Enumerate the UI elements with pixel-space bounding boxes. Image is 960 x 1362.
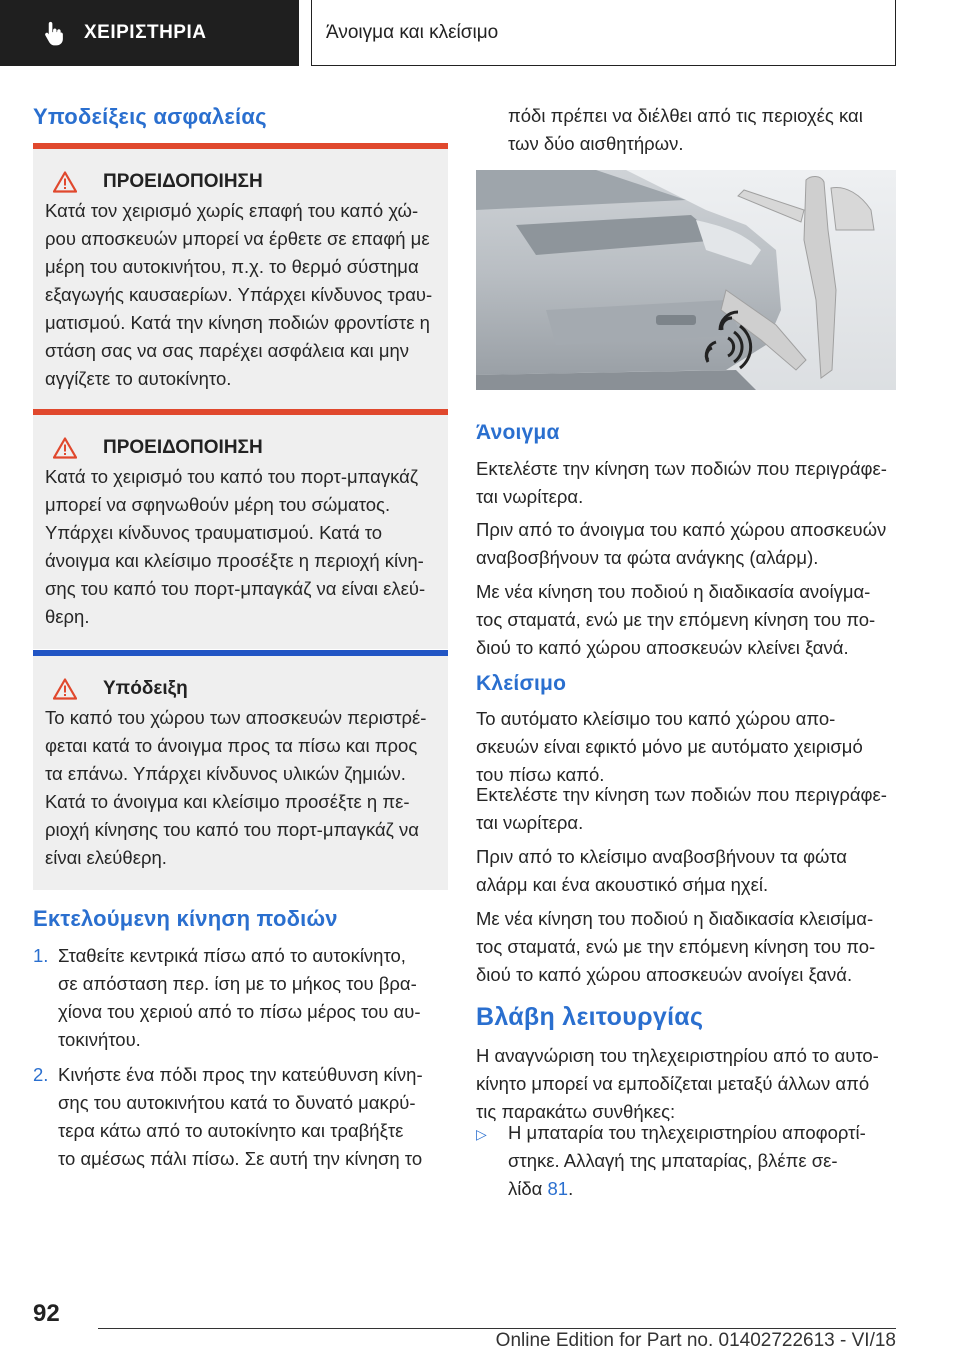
page-reference-link[interactable]: 81 xyxy=(547,1178,569,1199)
warning-triangle-icon xyxy=(53,437,77,459)
list-item: 2. Κινήστε ένα πόδι προς την κατεύθυνση κίνη- σης του αυτοκινήτου κατά το δυνατό μακρύ- τερα κάτω από το αυτοκίνητο και τραβήξτε το αμέσως πάλι πίσω. Σε αυτή την κίνηση το xyxy=(33,1064,423,1169)
bullet-triangle-icon: ▷ xyxy=(476,1126,487,1142)
hand-pointer-icon xyxy=(40,19,68,47)
note-title: Υπόδειξη xyxy=(103,678,188,699)
section-title: Άνοιγμα και κλείσιμο xyxy=(326,21,499,43)
step-continuation: πόδι πρέπει να διέλθει από τις περιοχές και των δύο αισθητήρων. xyxy=(508,105,863,154)
list-item: 1. Σταθείτε κεντρικά πίσω από το αυτοκίνητο, σε απόσταση περ. ίση με το μήκος του βρα- χίονα του χεριού από το πίσω μέρος του αυ- τοκινήτου. xyxy=(33,945,421,1050)
warning-triangle-icon xyxy=(53,678,77,700)
foot-movement-heading: Εκτελούμενη κίνηση ποδιών xyxy=(33,906,338,931)
warning-box-1 xyxy=(33,143,448,411)
fault-paragraph: Η αναγνώριση του τηλεχειριστηρίου από το αυτο- κίνητο μπορεί να εμποδίζεται μεταξύ άλλων από τις παρακάτω συνθήκες: xyxy=(476,1045,879,1122)
warning-triangle-icon xyxy=(53,171,77,193)
page-number: 92 xyxy=(33,1300,60,1327)
car-rear-illustration xyxy=(476,170,896,390)
open-heading: Άνοιγμα xyxy=(476,421,560,444)
warning-title: ΠΡΟΕΙΔΟΠΟΙΗΣΗ xyxy=(103,437,263,458)
close-paragraph-4: Με νέα κίνηση του ποδιού η διαδικασία κλεισίμα- τος σταματά, ενώ με την επόμενη κίνηση του πο- διού το καπό χώρου αποσκευών ανοίγει ξανά. xyxy=(476,908,876,985)
warning-text: Κατά τον χειρισμό χωρίς επαφή του καπό χώ- ρου αποσκευών μπορεί να έρθετε σε επαφή με μέρη του αυτοκινήτου, π.χ. το θερμό σύστημα εξαγωγής καυσαερίων. Υπάρχει κίνδυνος τραυ- ματισμού. Κατά την κίνηση ποδιών φροντίστε η στάση σας να σας παρέχει ασφάλεια και μην αγγίζετε το αυτοκίνητο. xyxy=(45,200,433,389)
edition-footer: Online Edition for Part no. 01402722613 - VI/18 xyxy=(495,1330,896,1351)
steps-list xyxy=(33,942,448,1180)
footer-divider xyxy=(98,1328,896,1329)
list-item: ▷ Η μπαταρία του τηλεχειριστηρίου αποφορτί- στηκε. Αλλαγή της μπαταρίας, βλέπε σε- λίδα 81. xyxy=(476,1119,896,1203)
chapter-tab[interactable] xyxy=(0,0,299,66)
note-box xyxy=(33,650,448,890)
warning-box-2 xyxy=(33,409,448,649)
chapter-title: ΧΕΙΡΙΣΤΗΡΙΑ xyxy=(84,22,207,43)
note-text: Το καπό του χώρου των αποσκευών περιστρέ- φεται κατά το άνοιγμα προς τα πίσω και προς τα επάνω. Υπάρχει κίνδυνος υλικών ζημιών. Κατά το άνοιγμα και κλείσιμο προσέξτε η πε- ριοχή κίνησης του καπό του πορτ-μπαγκάζ να είναι ελεύθερη. xyxy=(45,707,427,868)
warning-text: Κατά το χειρισμό του καπό του πορτ-μπαγκάζ μπορεί να σφηνωθούν μέρη του σώματος. Υπάρχει κίνδυνος τραυματισμού. Κατά το άνοιγμα και κλείσιμο προσέξτε η περιοχή κίνη- σης του καπό του πορτ-μπαγκάζ να είναι ελεύ- θερη. xyxy=(45,466,426,627)
safety-heading: Υποδείξεις ασφαλείας xyxy=(33,104,267,129)
car-foot-gesture-illustration xyxy=(476,170,896,390)
open-paragraph-2: Πριν από το άνοιγμα του καπό χώρου αποσκευών αναβοσβήνουν τα φώτα ανάγκης (αλάρμ). xyxy=(476,519,887,568)
close-paragraph-2: Εκτελέστε την κίνηση των ποδιών που περιγράφε- ται νωρίτερα. xyxy=(476,784,887,833)
open-paragraph-3: Με νέα κίνηση του ποδιού η διαδικασία ανοίγμα- τος σταματά, ενώ με την επόμενη κίνηση του πο- διού το καπό χώρου αποσκευών κλείνει ξανά. xyxy=(476,581,876,658)
close-paragraph-1: Το αυτόματο κλείσιμο του καπό χώρου απο- σκευών είναι εφικτό μόνο με αυτόματο χειρισμό του πίσω καπό. xyxy=(476,708,863,785)
warning-title: ΠΡΟΕΙΔΟΠΟΙΗΣΗ xyxy=(103,171,263,192)
close-paragraph-3: Πριν από το κλείσιμο αναβοσβήνουν τα φώτα αλάρμ και ένα ακουστικό σήμα ηχεί. xyxy=(476,846,847,895)
section-header xyxy=(311,0,896,66)
open-paragraph-1: Εκτελέστε την κίνηση των ποδιών που περιγράφε- ται νωρίτερα. xyxy=(476,458,887,507)
fault-heading: Βλάβη λειτουργίας xyxy=(476,1003,704,1031)
close-heading: Κλείσιμο xyxy=(476,672,567,695)
